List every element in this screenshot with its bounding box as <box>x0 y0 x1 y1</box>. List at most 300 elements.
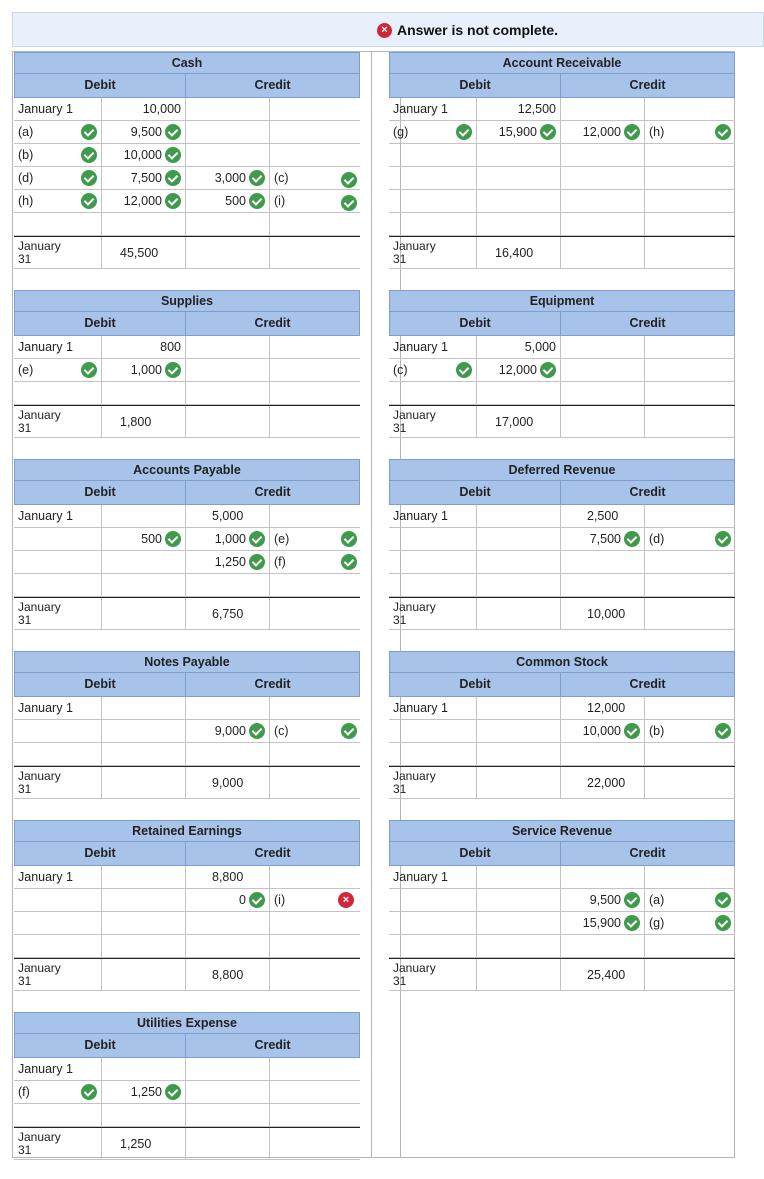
ref-cell[interactable] <box>14 1081 102 1103</box>
balance-amount <box>561 237 645 268</box>
amount-cell[interactable] <box>561 889 645 911</box>
amount-cell[interactable] <box>102 1104 186 1126</box>
amount-cell[interactable] <box>102 213 186 235</box>
check-icon <box>456 124 472 140</box>
balance-row <box>389 766 735 799</box>
check-icon <box>165 531 181 547</box>
credit-header: Credit <box>561 673 735 697</box>
ref-cell[interactable] <box>389 382 477 404</box>
table-row <box>14 1104 360 1127</box>
amount-cell[interactable] <box>561 213 645 235</box>
ref-cell <box>270 406 360 437</box>
t-account-accounts-payable <box>14 459 360 630</box>
amount-cell[interactable] <box>561 528 645 550</box>
ref-cell[interactable] <box>389 574 477 596</box>
ref-cell <box>270 767 360 798</box>
ref-cell[interactable] <box>270 121 360 143</box>
debit-header: Debit <box>389 842 561 866</box>
amount-text: 7,500 <box>589 532 621 546</box>
credit-header: Credit <box>561 74 735 98</box>
amount-cell[interactable] <box>561 167 645 189</box>
table-row <box>389 935 735 958</box>
ref-cell <box>270 598 360 629</box>
table-row <box>14 866 360 889</box>
amount-cell[interactable] <box>186 1058 270 1080</box>
amount-cell[interactable] <box>186 743 270 765</box>
amount-cell[interactable] <box>102 574 186 596</box>
account-title: Utilities Expense <box>14 1012 360 1034</box>
amount-cell[interactable] <box>477 144 561 166</box>
balance-row <box>14 236 360 269</box>
ref-cell[interactable] <box>645 505 735 527</box>
ref-cell[interactable] <box>645 144 735 166</box>
t-account-common-stock <box>389 651 735 799</box>
t-accounts-sheet <box>12 51 735 1158</box>
amount-cell[interactable] <box>186 336 270 358</box>
table-row <box>14 743 360 766</box>
balance-amount: 22,000 <box>561 767 645 798</box>
t-account-service-revenue <box>389 820 735 991</box>
account-title: Deferred Revenue <box>389 459 735 481</box>
amount-cell[interactable] <box>477 720 561 742</box>
table-row <box>14 1058 360 1081</box>
ref-cell[interactable] <box>14 167 102 189</box>
date-cell: January 1 <box>389 505 477 527</box>
amount-cell[interactable] <box>186 551 270 573</box>
ref-cell[interactable] <box>389 720 477 742</box>
ref-cell[interactable] <box>645 912 735 934</box>
amount-cell[interactable] <box>102 866 186 888</box>
amount-cell[interactable] <box>186 1104 270 1126</box>
account-title: Account Receivable <box>389 52 735 74</box>
ref-cell[interactable] <box>14 743 102 765</box>
ref-cell[interactable] <box>14 574 102 596</box>
debit-header: Debit <box>14 842 186 866</box>
account-header <box>389 673 735 697</box>
balance-amount <box>477 598 561 629</box>
ref-cell[interactable] <box>270 1058 360 1080</box>
ref-cell[interactable] <box>645 889 735 911</box>
ref-cell[interactable] <box>270 697 360 719</box>
debit-header: Debit <box>389 312 561 336</box>
ref-cell[interactable] <box>389 528 477 550</box>
ref-cell[interactable] <box>645 866 735 888</box>
ref-text: (h) <box>18 194 34 208</box>
ref-cell[interactable] <box>389 213 477 235</box>
date-cell: January 1 <box>389 98 477 120</box>
amount-cell[interactable] <box>186 912 270 934</box>
check-icon <box>165 193 181 209</box>
check-icon <box>81 124 97 140</box>
amount-cell[interactable] <box>477 167 561 189</box>
table-row <box>14 121 360 144</box>
ref-cell[interactable] <box>645 697 735 719</box>
amount-cell[interactable] <box>561 574 645 596</box>
amount-text: 1,000 <box>214 532 246 546</box>
amount-cell[interactable] <box>186 359 270 381</box>
amount-cell[interactable] <box>102 912 186 934</box>
amount-cell[interactable] <box>102 935 186 957</box>
amount-cell[interactable] <box>477 213 561 235</box>
ref-text: (g) <box>393 125 409 139</box>
amount-cell[interactable] <box>477 505 561 527</box>
ref-cell[interactable] <box>270 213 360 235</box>
ref-text: (d) <box>18 171 34 185</box>
check-icon <box>715 124 731 140</box>
ref-cell[interactable] <box>14 144 102 166</box>
amount-cell[interactable] <box>477 697 561 719</box>
debit-header: Debit <box>389 673 561 697</box>
ref-cell[interactable] <box>645 382 735 404</box>
amount-cell[interactable] <box>477 551 561 573</box>
ref-text: (h) <box>649 125 665 139</box>
amount-cell[interactable] <box>102 382 186 404</box>
t-account-cash <box>14 52 360 269</box>
amount-cell[interactable] <box>186 382 270 404</box>
ref-cell[interactable] <box>14 190 102 212</box>
amount-cell[interactable] <box>561 935 645 957</box>
table-row <box>14 505 360 528</box>
amount-cell: 800 <box>102 336 186 358</box>
balance-amount: 8,800 <box>186 959 270 990</box>
ref-cell[interactable] <box>14 213 102 235</box>
ref-cell[interactable] <box>645 551 735 573</box>
amount-text: 15,900 <box>582 916 621 930</box>
amount-text: 10,000 <box>123 148 162 162</box>
amount-cell[interactable] <box>186 121 270 143</box>
amount-cell[interactable] <box>102 1081 186 1103</box>
ref-text: (b) <box>18 148 34 162</box>
amount-cell: 10,000 <box>102 98 186 120</box>
ref-cell[interactable] <box>14 935 102 957</box>
amount-cell[interactable] <box>477 743 561 765</box>
ref-cell[interactable] <box>389 190 477 212</box>
table-row <box>14 336 360 359</box>
balance-row <box>389 236 735 269</box>
amount-cell: 2,500 <box>561 505 645 527</box>
ref-text: (a) <box>649 893 665 907</box>
check-icon <box>624 892 640 908</box>
amount-cell[interactable] <box>561 866 645 888</box>
ref-cell[interactable] <box>645 743 735 765</box>
credit-header: Credit <box>186 74 360 98</box>
date-cell: January 31 <box>389 767 477 798</box>
account-header <box>14 74 360 98</box>
ref-cell[interactable] <box>270 1081 360 1103</box>
ref-cell[interactable] <box>645 574 735 596</box>
table-row <box>14 1081 360 1104</box>
ref-cell[interactable] <box>270 98 360 120</box>
check-icon <box>81 362 97 378</box>
credit-header: Credit <box>561 312 735 336</box>
amount-cell[interactable] <box>477 528 561 550</box>
date-cell: January 31 <box>389 406 477 437</box>
amount-cell[interactable] <box>477 935 561 957</box>
amount-cell[interactable] <box>186 697 270 719</box>
ref-cell[interactable] <box>645 528 735 550</box>
ref-cell <box>645 767 735 798</box>
balance-row <box>14 405 360 438</box>
ref-cell[interactable] <box>270 359 360 381</box>
table-row <box>389 912 735 935</box>
ref-text: (b) <box>649 724 665 738</box>
table-row <box>389 743 735 766</box>
amount-cell[interactable] <box>561 912 645 934</box>
amount-cell[interactable] <box>186 167 270 189</box>
amount-text: 500 <box>225 194 246 208</box>
amount-cell[interactable] <box>477 190 561 212</box>
balance-amount <box>186 1128 270 1159</box>
ref-cell[interactable] <box>14 382 102 404</box>
check-icon <box>341 531 357 547</box>
t-account-utilities-expense <box>14 1012 360 1160</box>
ref-cell[interactable] <box>645 359 735 381</box>
amount-cell[interactable] <box>102 697 186 719</box>
debit-header: Debit <box>14 74 186 98</box>
check-icon <box>81 193 97 209</box>
date-cell: January 31 <box>14 237 102 268</box>
table-row <box>389 336 735 359</box>
amount-cell[interactable] <box>186 144 270 166</box>
ref-text: (e) <box>18 363 34 377</box>
amount-cell[interactable] <box>186 213 270 235</box>
check-icon <box>341 554 357 570</box>
ref-cell[interactable] <box>645 336 735 358</box>
check-icon <box>341 723 357 739</box>
amount-cell[interactable] <box>477 889 561 911</box>
ref-text: (c) <box>393 363 408 377</box>
table-row <box>389 505 735 528</box>
table-row <box>14 213 360 236</box>
amount-text: 10,000 <box>582 724 621 738</box>
date-cell: January 31 <box>389 959 477 990</box>
amount-cell[interactable] <box>477 382 561 404</box>
ref-cell[interactable] <box>270 935 360 957</box>
date-cell: January 1 <box>389 336 477 358</box>
table-row <box>389 213 735 236</box>
debit-header: Debit <box>14 1034 186 1058</box>
balance-row <box>389 958 735 991</box>
ref-cell[interactable] <box>270 1104 360 1126</box>
date-cell: January 1 <box>14 866 102 888</box>
ref-text: (c) <box>274 724 289 738</box>
check-icon <box>715 892 731 908</box>
amount-cell[interactable] <box>102 743 186 765</box>
ref-cell[interactable] <box>645 190 735 212</box>
ref-cell[interactable] <box>645 720 735 742</box>
table-row <box>14 574 360 597</box>
ref-text: (g) <box>649 916 665 930</box>
credit-header: Credit <box>186 1034 360 1058</box>
balance-amount: 16,400 <box>477 237 561 268</box>
amount-cell[interactable] <box>477 866 561 888</box>
ref-text: (f) <box>274 555 286 569</box>
ref-cell[interactable] <box>270 866 360 888</box>
amount-cell[interactable] <box>561 720 645 742</box>
amount-text: 1,000 <box>130 363 162 377</box>
t-account-supplies <box>14 290 360 438</box>
balance-amount: 9,000 <box>186 767 270 798</box>
amount-cell[interactable] <box>186 528 270 550</box>
amount-cell[interactable] <box>561 336 645 358</box>
ref-cell[interactable] <box>14 528 102 550</box>
table-row <box>389 190 735 213</box>
account-title: Retained Earnings <box>14 820 360 842</box>
amount-text: 12,000 <box>582 125 621 139</box>
amount-cell[interactable] <box>477 121 561 143</box>
amount-cell[interactable] <box>186 574 270 596</box>
date-cell: January 31 <box>14 959 102 990</box>
amount-cell[interactable] <box>102 551 186 573</box>
ref-cell[interactable] <box>389 551 477 573</box>
ref-cell[interactable] <box>389 121 477 143</box>
ref-cell <box>645 598 735 629</box>
ref-cell <box>645 237 735 268</box>
check-icon <box>249 193 265 209</box>
account-title: Service Revenue <box>389 820 735 842</box>
ref-cell[interactable] <box>270 144 360 166</box>
amount-cell[interactable] <box>186 1081 270 1103</box>
ref-cell[interactable] <box>389 935 477 957</box>
error-icon: × <box>377 23 392 38</box>
table-row <box>14 167 360 190</box>
table-row <box>389 889 735 912</box>
balance-amount <box>102 767 186 798</box>
t-account-notes-payable <box>14 651 360 799</box>
status-text: Answer is not complete. <box>397 22 559 38</box>
balance-amount: 1,250 <box>102 1128 186 1159</box>
amount-cell[interactable] <box>102 190 186 212</box>
amount-cell[interactable] <box>477 574 561 596</box>
amount-text: 12,000 <box>498 363 537 377</box>
ref-cell <box>270 237 360 268</box>
ref-cell[interactable] <box>389 359 477 381</box>
amount-cell[interactable] <box>102 528 186 550</box>
amount-text: 7,500 <box>130 171 162 185</box>
ref-text: (a) <box>18 125 34 139</box>
amount-cell: 5,000 <box>477 336 561 358</box>
amount-cell[interactable] <box>561 144 645 166</box>
account-header <box>14 1034 360 1058</box>
table-row <box>389 720 735 743</box>
table-row <box>14 144 360 167</box>
amount-text: 500 <box>141 532 162 546</box>
ref-cell[interactable] <box>389 144 477 166</box>
ref-cell[interactable] <box>14 1104 102 1126</box>
ref-text: (i) <box>274 893 286 907</box>
ref-text: (d) <box>649 532 665 546</box>
ref-cell[interactable] <box>645 213 735 235</box>
amount-cell[interactable] <box>561 551 645 573</box>
amount-cell[interactable] <box>561 359 645 381</box>
credit-header: Credit <box>561 842 735 866</box>
ref-cell[interactable] <box>270 505 360 527</box>
account-title: Common Stock <box>389 651 735 673</box>
check-icon <box>81 170 97 186</box>
amount-cell[interactable] <box>102 505 186 527</box>
account-title: Accounts Payable <box>14 459 360 481</box>
table-row <box>14 912 360 935</box>
amount-cell[interactable] <box>561 190 645 212</box>
amount-cell[interactable] <box>102 359 186 381</box>
amount-cell[interactable] <box>561 121 645 143</box>
table-row <box>14 720 360 743</box>
amount-cell[interactable] <box>561 743 645 765</box>
balance-amount <box>477 767 561 798</box>
balance-amount: 17,000 <box>477 406 561 437</box>
account-header <box>14 481 360 505</box>
ref-cell[interactable] <box>270 382 360 404</box>
credit-header: Credit <box>186 842 360 866</box>
amount-cell[interactable] <box>186 935 270 957</box>
status-message <box>377 22 558 38</box>
amount-text: 1,250 <box>130 1085 162 1099</box>
table-row <box>389 167 735 190</box>
t-account-deferred-revenue <box>389 459 735 630</box>
ref-cell[interactable] <box>270 743 360 765</box>
amount-cell[interactable] <box>102 889 186 911</box>
ref-cell[interactable] <box>645 121 735 143</box>
ref-cell[interactable] <box>645 98 735 120</box>
debit-header: Debit <box>389 74 561 98</box>
amount-cell[interactable] <box>102 720 186 742</box>
ref-cell[interactable] <box>14 889 102 911</box>
amount-cell[interactable] <box>102 121 186 143</box>
amount-text: 1,250 <box>214 555 246 569</box>
amount-cell[interactable] <box>186 720 270 742</box>
ref-cell[interactable] <box>14 121 102 143</box>
ref-cell[interactable] <box>645 167 735 189</box>
account-title: Notes Payable <box>14 651 360 673</box>
ref-cell[interactable] <box>645 935 735 957</box>
amount-cell[interactable] <box>477 912 561 934</box>
table-row <box>14 190 360 213</box>
amount-cell[interactable] <box>186 889 270 911</box>
ref-cell[interactable] <box>270 574 360 596</box>
amount-cell[interactable] <box>102 144 186 166</box>
ref-cell[interactable] <box>389 743 477 765</box>
date-cell: January 31 <box>14 406 102 437</box>
debit-header: Debit <box>14 673 186 697</box>
amount-cell[interactable] <box>477 359 561 381</box>
ref-cell[interactable] <box>389 167 477 189</box>
table-row <box>389 98 735 121</box>
table-row <box>389 121 735 144</box>
ref-cell[interactable] <box>14 720 102 742</box>
ref-cell[interactable] <box>389 912 477 934</box>
t-account-receivable <box>389 52 735 269</box>
amount-cell[interactable] <box>102 167 186 189</box>
table-row <box>389 697 735 720</box>
ref-cell[interactable] <box>14 359 102 381</box>
ref-cell[interactable] <box>14 551 102 573</box>
ref-text: (c) <box>274 171 289 185</box>
ref-cell[interactable] <box>389 889 477 911</box>
ref-cell[interactable] <box>14 912 102 934</box>
ref-cell[interactable] <box>270 912 360 934</box>
ref-cell[interactable] <box>270 336 360 358</box>
balance-amount <box>186 406 270 437</box>
amount-cell[interactable] <box>186 98 270 120</box>
amount-cell[interactable] <box>561 382 645 404</box>
amount-cell[interactable] <box>561 98 645 120</box>
date-cell: January 31 <box>14 598 102 629</box>
amount-cell[interactable] <box>186 190 270 212</box>
date-cell: January 31 <box>389 598 477 629</box>
amount-cell[interactable] <box>102 1058 186 1080</box>
check-icon <box>165 1084 181 1100</box>
t-account-retained-earnings <box>14 820 360 991</box>
